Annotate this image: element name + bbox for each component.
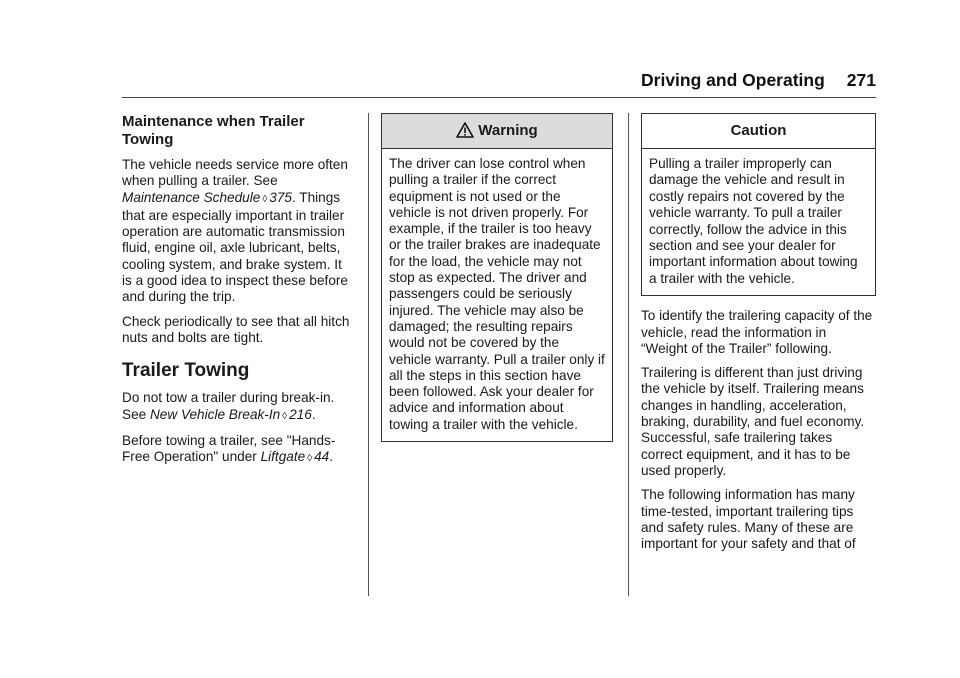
warning-triangle-icon — [456, 122, 474, 138]
break-in-paragraph: Do not tow a trailer during break-in. See New Vehicle Break-In ◊ 216. — [122, 390, 335, 422]
trailering-capacity-paragraph: To identify the trailering capacity of the vehicle, read the information in “Weight of the Trailer” following. — [641, 308, 873, 356]
column-divider-1 — [368, 113, 369, 596]
caution-title: Caution — [730, 122, 787, 139]
caution-header — [642, 114, 875, 149]
maintenance-schedule-link[interactable]: Maintenance Schedule ◊ 375 — [122, 189, 292, 205]
hitch-check-paragraph: Check periodically to see that all hitch nuts and bolts are tight. — [122, 313, 350, 345]
page-reference-icon: ◊ — [282, 410, 288, 422]
page-reference-icon: ◊ — [307, 453, 313, 465]
hands-free-paragraph: Before towing a trailer, see "Hands-Free Operation" under Liftgate ◊ 44. — [122, 432, 336, 465]
page-reference-icon: ◊ — [262, 193, 268, 205]
trailer-towing-title: Trailer Towing — [122, 360, 250, 382]
trailering-difference-paragraph: Trailering is different than just driving the vehicle by itself. Trailering means changes in handling, acceleration, braking, durability, and fuel economy. Successful, safe trailering takes correct equipment, and it has to be used properly. — [641, 365, 865, 478]
liftgate-link[interactable]: Liftgate ◊ 44 — [260, 449, 330, 465]
header-rule — [122, 97, 876, 98]
warning-box — [381, 113, 613, 442]
maintenance-paragraph: The vehicle needs service more often when pulling a trailer. See Maintenance Schedule ◊ 375. Things that are especially important in trailer operation are automatic transmission fluid, engine oil, axle lubricant, belts, cooling system, and brake system. It is a good idea to inspect these before and during the trip. — [122, 157, 348, 305]
column-divider-2 — [628, 113, 629, 596]
warning-title: Warning — [478, 122, 538, 139]
column-right — [641, 113, 876, 560]
caution-box — [641, 113, 876, 296]
warning-body: The driver can lose control when pulling a trailer if the correct equipment is not used or the vehicle is not driven properly. For example, if the trailer is too heavy or the trailer brakes are inadequate for the load, the vehicle may not stop as expected. The driver and passengers could be seriously injured. The vehicle may also be damaged; the resulting repairs would not be covered by the vehicle warranty. Pull a trailer only if all the steps in this section have been followed. Ask your dealer for advice and information about towing a trailer with the vehicle. — [389, 156, 605, 432]
maintenance-heading: Maintenance when Trailer Towing — [122, 113, 305, 148]
warning-header — [382, 114, 612, 149]
trailering-tips-paragraph: The following information has many time-tested, important trailering tips and safety rules. Many of these are important for your safety and that of — [641, 487, 856, 552]
caution-body: Pulling a trailer improperly can damage the vehicle and result in costly repairs not covered by the vehicle warranty. To pull a trailer correctly, follow the advice in this section and see your dealer for important information about towing a trailer with the vehicle. — [649, 156, 858, 286]
section-title: Driving and Operating — [641, 70, 825, 90]
column-left — [122, 113, 354, 475]
page-header — [122, 70, 876, 96]
new-vehicle-break-in-link[interactable]: New Vehicle Break-In ◊ 216 — [149, 406, 312, 422]
page-number: 271 — [846, 70, 876, 90]
column-middle — [381, 113, 613, 442]
